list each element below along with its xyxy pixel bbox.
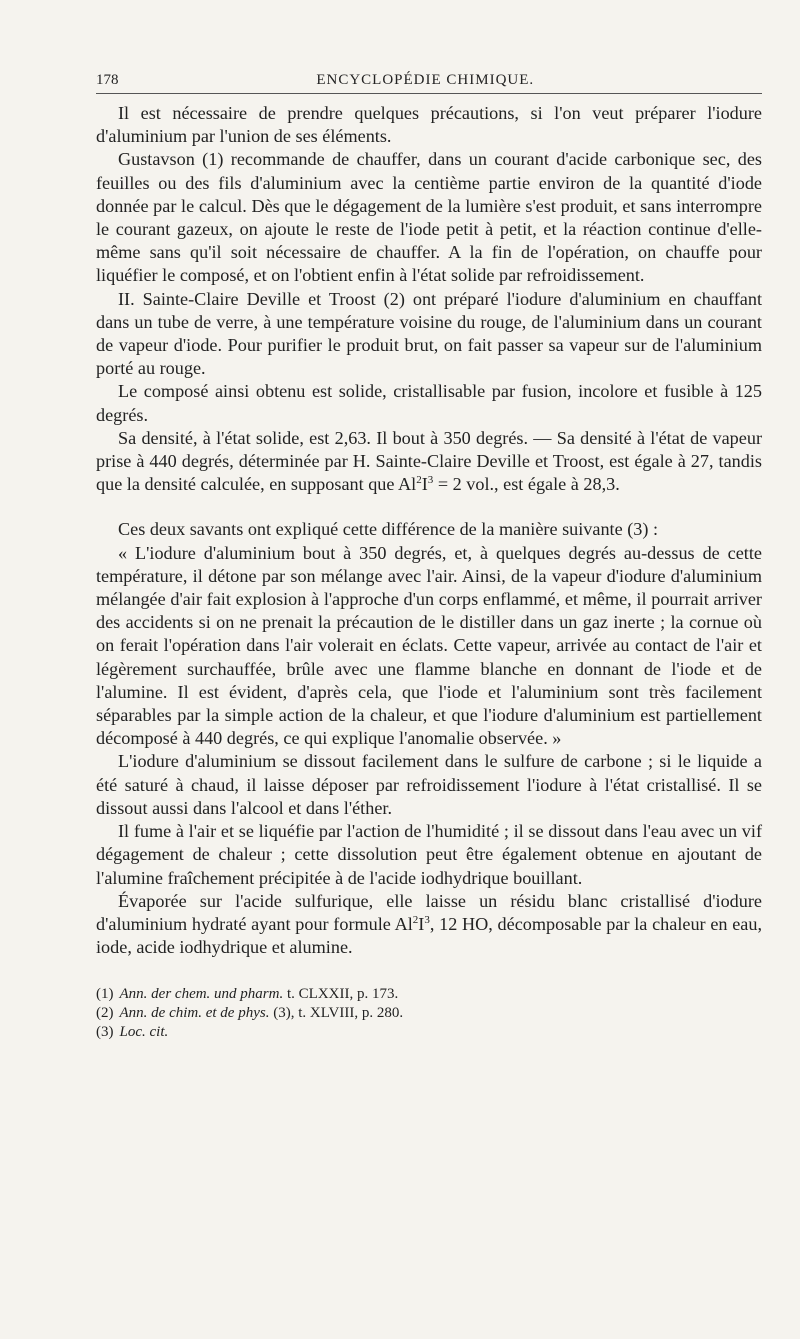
- formula-element: I: [418, 913, 425, 934]
- paragraph: Il est nécessaire de prendre quelques précautions, si l'on veut préparer l'iodure d'aluminium par l'union de ses éléments.: [96, 103, 762, 147]
- paragraph: [96, 890, 762, 960]
- footnote-ref: (3), t. XLVIII, p. 280.: [269, 1005, 404, 1022]
- formula-element: I: [421, 474, 428, 495]
- footnote: [96, 1004, 762, 1023]
- paragraph: L'iodure d'aluminium se dissout facilement dans le sulfure de carbone ; si le liquide a été saturé à chaud, il laisse déposer par refroidissement l'iodure à l'état cristallisé. Il se dissout aussi dans l'alcool et dans l'éther.: [96, 751, 762, 818]
- paragraph: II. Sainte-Claire Deville et Troost (2) ont préparé l'iodure d'aluminium en chauffant dans un tube de verre, à une température voisine du rouge, de l'aluminium dans un courant de vapeur d'iode. Pour purifier le produit brut, on fait passer sa vapeur sur de l'aluminium porté au rouge.: [96, 288, 762, 379]
- footnotes: [96, 985, 762, 1042]
- footnote-number: (3): [96, 1024, 114, 1041]
- subscript: 2: [416, 474, 422, 487]
- paragraph-text: = 2 vol., est égale à 28,3.: [433, 474, 620, 495]
- running-header: [96, 72, 762, 94]
- page-number: 178: [96, 72, 119, 88]
- footnote-number: (2): [96, 1005, 114, 1022]
- footnote-number: (1): [96, 986, 114, 1003]
- paragraph: Il fume à l'air et se liquéfie par l'action de l'humidité ; il se dissout dans l'eau avec un vif dégagement de chaleur ; cette dissolution peut être également obtenue en ajoutant de l'alumine fraîchement précipitée à de l'acide iodhydrique bouillant.: [96, 821, 762, 888]
- paragraph-text: , 12 HO, décomposable par la chaleur en eau, iode, acide iodhydrique et alumine.: [96, 913, 762, 958]
- paragraph: Ces deux savants ont expliqué cette différence de la manière suivante (3) :: [118, 519, 659, 540]
- body-text: [96, 102, 762, 959]
- page: [96, 72, 762, 1042]
- paragraph: Gustavson (1) recommande de chauffer, dans un courant d'acide carbonique sec, des feuilles ou des fils d'aluminium avec la centième partie environ de la quantité d'iode donnée par le calcul. Dès que le dégagement de la lumière s'est produit, et sans interrompre le courant gazeux, on ajoute le reste de l'iode petit à petit, et la réaction continue d'elle-même sans qu'il soit nécessaire de chauffer. A la fin de l'opération, on chauffe pour liquéfier le composé, et on l'obtient enfin à l'état solide par refroidissement.: [96, 149, 762, 286]
- quotation: « L'iodure d'aluminium bout à 350 degrés, et, à quelques degrés au-dessus de cette température, il détone par son mélange avec l'air. Ainsi, de la vapeur d'iodure d'aluminium mélangée d'air fait explosion à l'approche d'un corps enflammé, et même, il pourrait arriver des accidents si on ne prenait la précaution de le distiller dans un gaz inerte ; la cornue où on ferait l'opération dans l'air volerait en éclats. Cette vapeur, arrivée au contact de l'air et légèrement surchauffée, brûle avec une flamme blanche en donnant de l'iode et de l'alumine. Il est évident, d'après cela, que l'iode et l'aluminium sont très facilement séparables par la simple action de la chaleur, et que l'iodure d'aluminium est partiellement décomposé à 440 degrés, ce qui explique l'anomalie observée. »: [96, 542, 762, 749]
- paragraph: Le composé ainsi obtenu est solide, cristallisable par fusion, incolore et fusible à 125 degrés.: [96, 381, 762, 425]
- running-title: ENCYCLOPÉDIE CHIMIQUE.: [316, 72, 535, 88]
- footnote: [96, 1023, 762, 1042]
- footnote-source: Ann. de chim. et de phys.: [119, 1005, 270, 1022]
- subscript: 2: [412, 913, 419, 926]
- paragraph: [96, 427, 762, 497]
- footnote-ref: t. CLXXII, p. 173.: [283, 986, 399, 1003]
- footnote: [96, 985, 762, 1004]
- paragraph-text: Sa densité, à l'état solide, est 2,63. Il bout à 350 degrés. — Sa densité à l'état de vapeur prise à 440 degrés, déterminée par H. Sainte-Claire Deville et Troost, est égale à 27, tandis que la densité calculée, en supposant que Al: [96, 427, 762, 495]
- subscript: 3: [427, 474, 434, 487]
- paragraph-text: Évaporée sur l'acide sulfurique, elle laisse un résidu blanc cristallisé d'iodure d'aluminium hydraté ayant pour formule Al: [96, 890, 762, 934]
- footnote-source: Loc. cit.: [119, 1024, 169, 1041]
- footnote-source: Ann. der chem. und pharm.: [119, 986, 284, 1003]
- subscript: 3: [424, 913, 430, 926]
